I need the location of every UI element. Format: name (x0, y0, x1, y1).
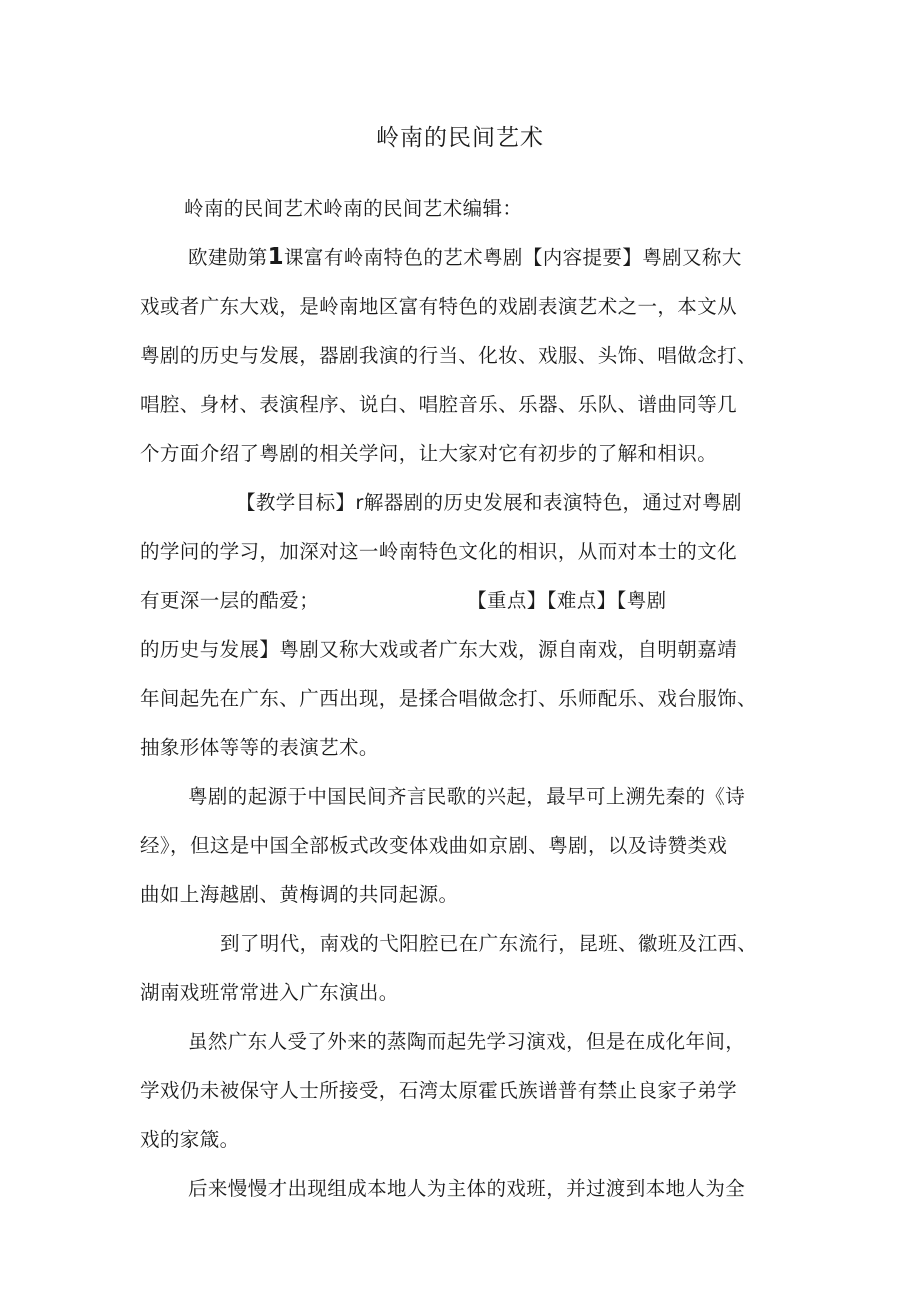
text-line: 虽然广东人受了外来的蒸陶而起先学习演戏，但是在成化年间， (188, 1030, 746, 1053)
text-line: 粤剧的起源于中国民间齐言民歌的兴起，最早可上溯先秦的《诗 (188, 785, 746, 808)
text-line: 的学问的学习，加深对这一岭南特色文化的相识，从而对本士的文化 (140, 540, 738, 563)
text-line: 粤剧的历史与发展，器剧我演的行当、化妆、戏服、头饰、唱做念打、 (140, 344, 757, 367)
text-line: 年间起先在广东、广西出现，是揉合唱做念打、乐师配乐、戏台服饰、 (140, 687, 757, 710)
text-line: 湖南戏班常常进入广东演出。 (140, 981, 399, 1004)
text-line: 唱腔、身材、表演程序、说白、唱腔音乐、乐器、乐队、谱曲同等几 (140, 393, 738, 416)
text-line: 岭南的民间艺术岭南的民间艺术编辑： (184, 197, 523, 220)
text-line: 抽象形体等等的表演艺术。 (140, 736, 379, 759)
text-line: 的历史与发展】粤剧又称大戏或者广东大戏，源自南戏，自明朝嘉靖 (140, 638, 738, 661)
text-line: 后来慢慢才出现组成本地人为主体的戏班，并过渡到本地人为全 (188, 1177, 746, 1200)
text-line: 戏或者广东大戏，是岭南地区富有特色的戏剧表演艺术之一，本文从 (140, 295, 738, 318)
text-line: 到了明代，南戏的弋阳腔已在广东流行，昆班、徽班及江西、 (220, 932, 758, 955)
document-body (140, 184, 790, 1213)
lesson-number: 1 (267, 244, 285, 270)
text-segment: 课富有岭南特色的艺术粤剧【内容提要】粤剧又称大 (284, 246, 742, 269)
text-line: 学戏仍未被保守人士所接受，石湾太原霍氏族谱普有禁止良家子弟学 (140, 1079, 738, 1102)
text-line: 经》，但这是中国全部板式改变体戏曲如京剧、粤剧，以及诗赞类戏 (140, 834, 728, 857)
text-segment: 有更深一层的酷爱； (140, 589, 320, 612)
text-line (140, 576, 790, 625)
text-segment: 欧建勋第 (188, 246, 268, 269)
text-line (140, 233, 790, 282)
document-title: 岭南的民间艺术 (376, 125, 544, 151)
text-line: 戏的家箴。 (140, 1128, 240, 1151)
text-line: 个方面介绍了粤剧的相关学问，让大家对它有初步的了解和相识。 (140, 442, 718, 465)
text-line: 【教学目标】r解器剧的历史发展和表演特色，通过对粤剧 (236, 491, 742, 514)
text-segment: 【重点】【难点】【粤剧 (467, 589, 667, 612)
text-line: 曲如上海越剧、黄梅调的共同起源。 (140, 883, 459, 906)
